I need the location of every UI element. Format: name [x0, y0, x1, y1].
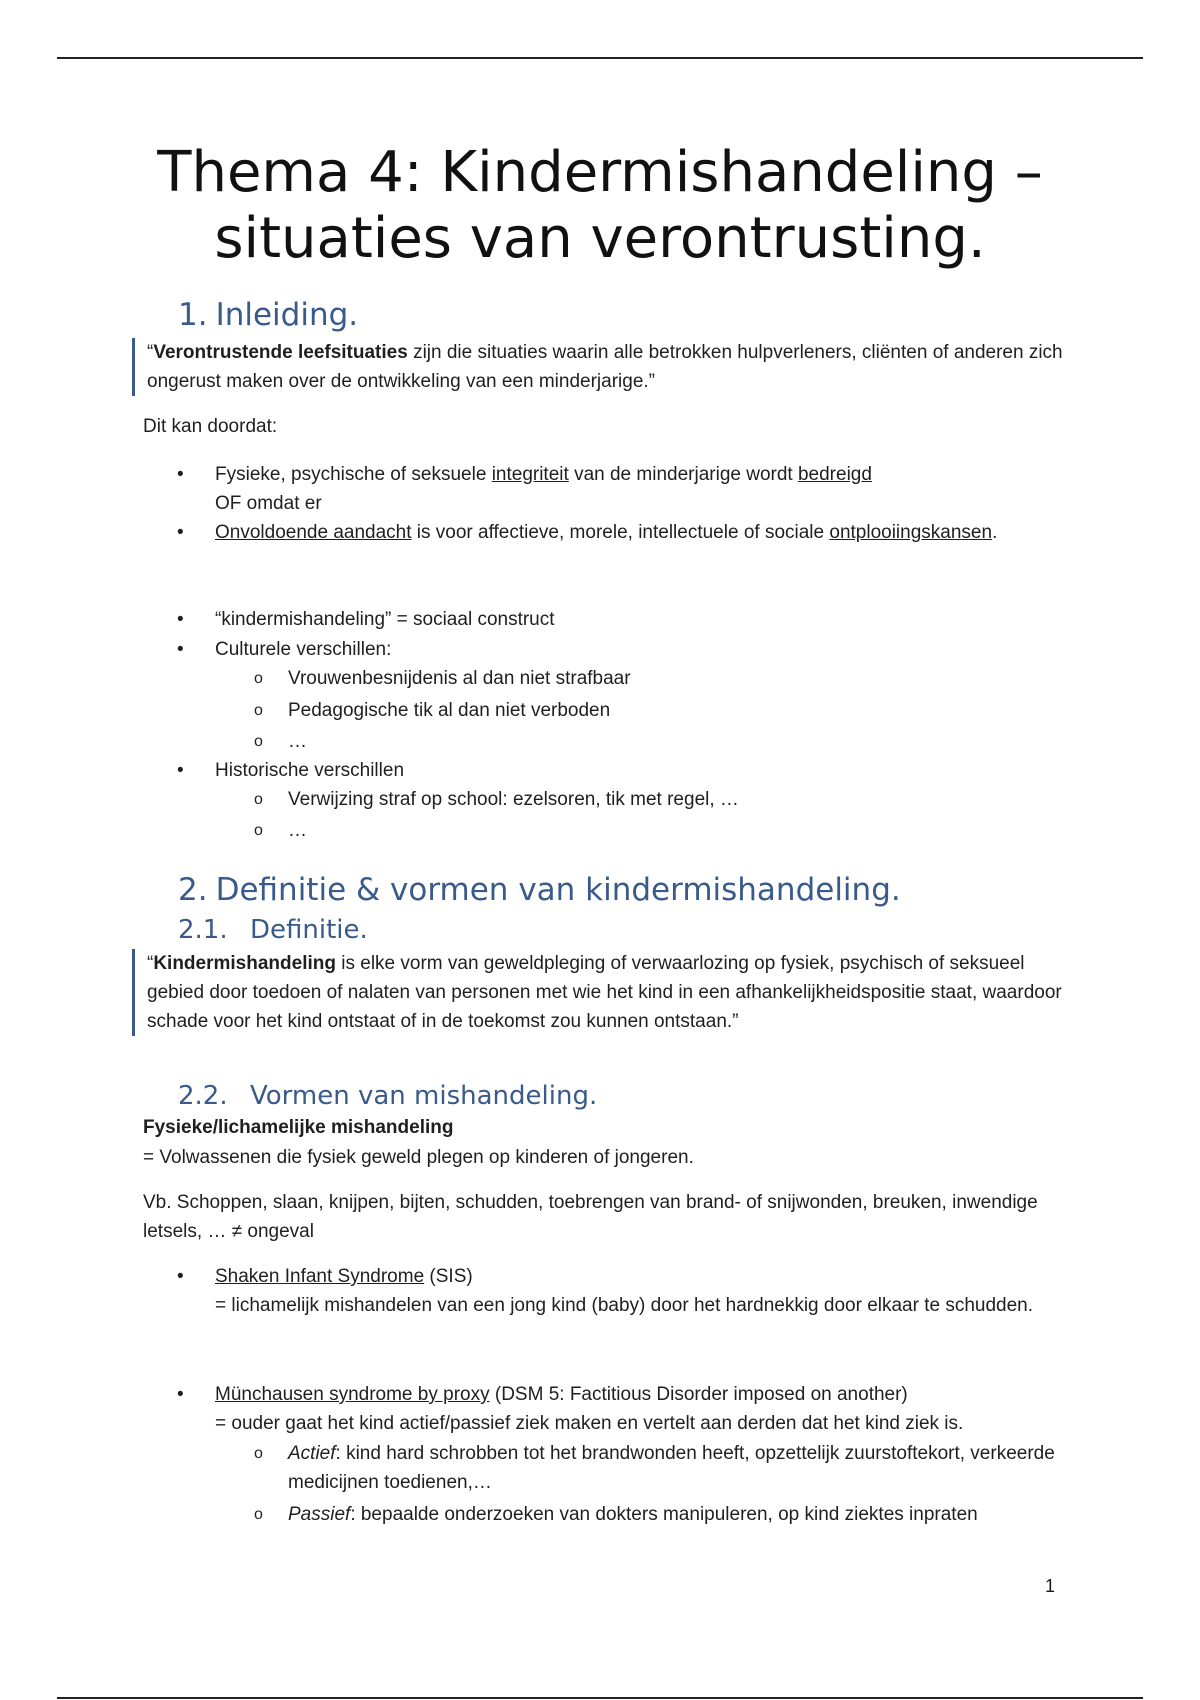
subheading-number: 2.2. [178, 1081, 228, 1111]
text-fragment: van de minderjarige wordt [568, 464, 798, 485]
sub-list-item-text: … [288, 820, 307, 841]
subheading-number: 2.1. [178, 915, 228, 945]
circle-bullet-icon: o [254, 733, 263, 750]
fysiek-examples: Vb. Schoppen, slaan, knijpen, bijten, schudden, toebrengen van brand- of snijwonden, breuken, inwendige letsels, … ≠ ongeval [143, 1192, 1038, 1242]
bold-heading: Fysieke/lichamelijke mishandeling [143, 1117, 454, 1138]
subheading-text: Vormen van mishandeling. [250, 1081, 598, 1111]
quote-open-mark: “ [147, 953, 154, 974]
text-fragment: . [992, 522, 998, 543]
text-fragment: : bepaalde onderzoeken van dokters manipuleren, op kind ziektes inpraten [350, 1504, 978, 1525]
document-title [0, 140, 1200, 272]
underlined-term: integriteit [491, 464, 569, 485]
text-fragment: OF omdat er [215, 493, 322, 514]
text-fragment: = lichamelijk mishandelen van een jong kind (baby) door het hardnekkig door elkaar te schudden. [215, 1295, 1034, 1316]
list-item-text [215, 460, 1055, 518]
bullet-icon: • [177, 1266, 184, 1287]
italic-label: Passief [288, 1504, 351, 1525]
quote-open-mark: “ [147, 342, 154, 363]
intro-text: Dit kan doordat: [143, 416, 278, 437]
sub-list-item-text: Vrouwenbesnijdenis al dan niet strafbaar [288, 668, 631, 689]
sub-list-item-text: Verwijzing straf op school: ezelsoren, tik met regel, … [288, 789, 739, 810]
quote-term: Kindermishandeling [153, 953, 336, 974]
page-number: 1 [1045, 1576, 1056, 1596]
subheading-vormen [178, 1080, 597, 1112]
quote-text: is elke vorm van geweldpleging of verwaarlozing op fysiek, psychisch of seksueel gebied door toedoen of nalaten van personen met wie het kind in een afhankelijkheidspositie staat, waardoor schade voor het kind ontstaat of in de toekomst zou kunnen ontstaan.” [147, 953, 1062, 1032]
underlined-term: Münchausen syndrome by proxy [215, 1384, 490, 1405]
circle-bullet-icon: o [254, 1445, 263, 1462]
text-fragment: : kind hard schrobben tot het brandwonden heeft, opzettelijk zuurstoftekort, verkeerde medicijnen toedienen,… [288, 1443, 1055, 1493]
list-item-text: Historische verschillen [215, 760, 405, 781]
definition-quote-kindermishandeling [132, 949, 1067, 1036]
list-item-text [215, 518, 1055, 547]
list-item-text: Culturele verschillen: [215, 639, 392, 660]
text-fragment: = ouder gaat het kind actief/passief ziek maken en vertelt aan derden dat het kind ziek is. [215, 1413, 964, 1434]
bullet-icon: • [177, 464, 184, 485]
circle-bullet-icon: o [254, 791, 263, 808]
text-fragment: is voor affectieve, morele, intellectuele of sociale [411, 522, 830, 543]
circle-bullet-icon: o [254, 702, 263, 719]
text-fragment: (SIS) [424, 1266, 473, 1287]
underlined-term: Shaken Infant Syndrome [215, 1266, 425, 1287]
circle-bullet-icon: o [254, 1506, 263, 1523]
heading-number: 2. [178, 872, 208, 908]
definition-quote-verontrustende-leefsituaties [132, 338, 1067, 396]
circle-bullet-icon: o [254, 670, 263, 687]
quote-term: Verontrustende leefsituaties [153, 342, 408, 363]
bullet-icon: • [177, 1384, 184, 1405]
heading-text: Definitie & vormen van kindermishandeling. [215, 872, 901, 908]
subheading-definitie [178, 914, 368, 946]
header-rule [57, 57, 1143, 59]
italic-label: Actief [288, 1443, 336, 1464]
circle-bullet-icon: o [254, 822, 263, 839]
bullet-icon: • [177, 760, 184, 781]
sub-list-item-text: Pedagogische tik al dan niet verboden [288, 700, 611, 721]
quote-text: zijn die situaties waarin alle betrokken hulpverleners, cliënten of anderen zich ongerust maken over de ontwikkeling van een minderjarige.” [147, 342, 1063, 392]
sub-list-item-text [288, 1500, 1068, 1529]
sub-list-item-text: … [288, 731, 307, 752]
title-line-1: Thema 4: Kindermishandeling – [157, 140, 1043, 205]
text-fragment: Fysieke, psychische of seksuele [215, 464, 492, 485]
underlined-term: bedreigd [797, 464, 872, 485]
heading-inleiding [178, 296, 358, 334]
sub-list-item-text [288, 1439, 1068, 1497]
footer-rule [57, 1697, 1143, 1699]
title-line-2: situaties van verontrusting. [214, 206, 986, 271]
bullet-icon: • [177, 609, 184, 630]
list-item-text [215, 1262, 1055, 1320]
heading-text: Inleiding. [215, 297, 359, 333]
fysiek-definition: = Volwassenen die fysiek geweld plegen op kinderen of jongeren. [143, 1147, 694, 1168]
heading-definitie-vormen [178, 871, 901, 909]
bullet-icon: • [177, 522, 184, 543]
bullet-icon: • [177, 639, 184, 660]
underlined-term: ontplooiingskansen [829, 522, 993, 543]
list-item-text: “kindermishandeling” = sociaal construct [215, 609, 555, 630]
heading-number: 1. [178, 297, 208, 333]
fysiek-heading [143, 1113, 1063, 1142]
subheading-text: Definitie. [250, 915, 368, 945]
underlined-term: Onvoldoende aandacht [215, 522, 412, 543]
list-item-text [215, 1380, 1055, 1438]
text-fragment: (DSM 5: Factitious Disorder imposed on another) [489, 1384, 908, 1405]
